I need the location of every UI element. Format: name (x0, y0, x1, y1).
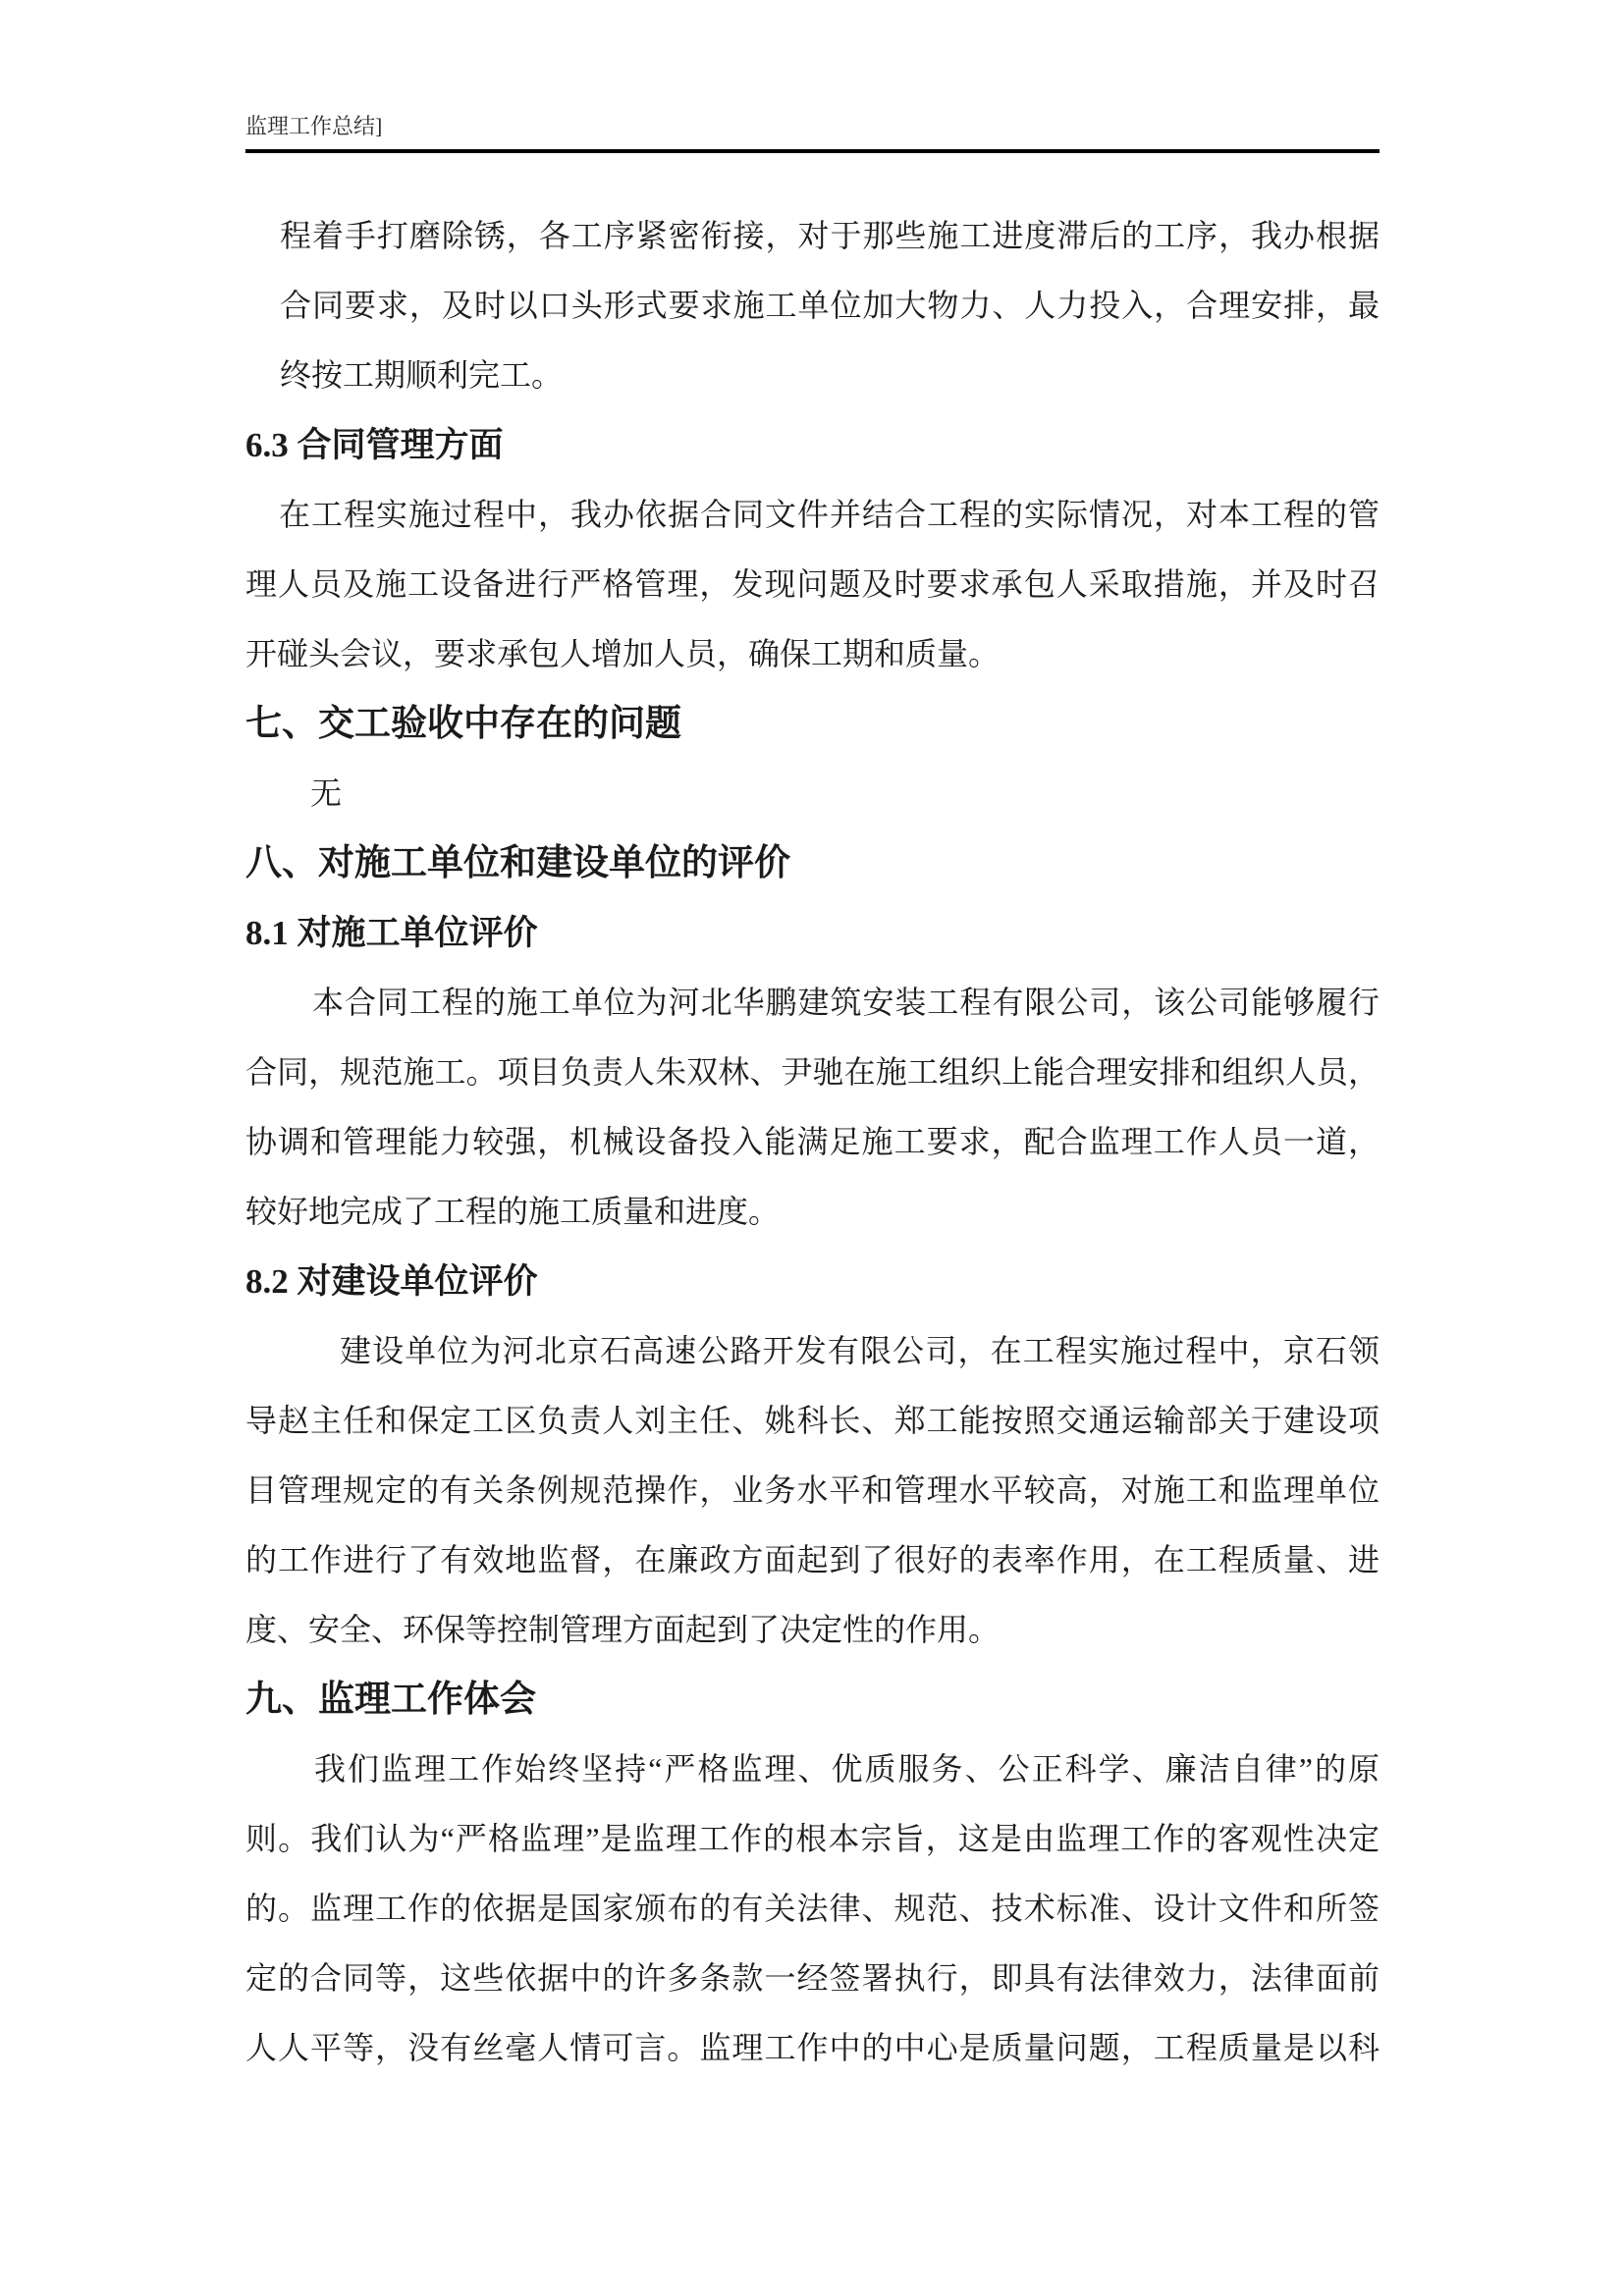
paragraph-line: 本合同工程的施工单位为河北华鹏建筑安装工程有限公司，该公司能够履行 (312, 985, 1380, 1020)
heading-8-1 (245, 898, 1380, 968)
paragraph-carryover-line: 程着手打磨除锈，各工序紧密衔接，对于那些施工进度滞后的工序，我办根据 (280, 218, 1380, 253)
heading-7-text: 七、交工验收中存在的问题 (245, 704, 681, 744)
heading-8 (245, 828, 1380, 898)
paragraph-line: 定的合同等，这些依据中的许多条款一经签署执行，即具有法律效力，法律面前 (245, 1960, 1380, 1996)
heading-9-text: 九、监理工作体会 (245, 1680, 536, 1720)
paragraph-line: 理人员及施工设备进行严格管理，发现问题及时要求承包人采取措施，并及时召 (245, 566, 1380, 602)
paragraph-line: 建设单位为河北京石高速公路开发有限公司，在工程实施过程中，京石领 (340, 1333, 1380, 1368)
paragraph-line: 度、安全、环保等控制管理方面起到了决定性的作用。 (245, 1612, 1001, 1647)
heading-8-2-text: 8.2 对建设单位评价 (245, 1262, 538, 1301)
paragraph-line: 目管理规定的有关条例规范操作，业务水平和管理水平较高，对施工和监理单位 (245, 1472, 1380, 1508)
paragraph-carryover-line: 合同要求，及时以口头形式要求施工单位加大物力、人力投入，合理安排，最 (280, 288, 1380, 323)
page-header (245, 112, 1380, 153)
paragraph-line: 协调和管理能力较强，机械设备投入能满足施工要求，配合监理工作人员一道， (245, 1124, 1380, 1159)
paragraph-none-text: 无 (310, 775, 343, 811)
paragraph-line: 人人平等，没有丝毫人情可言。监理工作中的中心是质量问题，工程质量是以科 (245, 2030, 1380, 2065)
heading-8-text: 八、对施工单位和建设单位的评价 (245, 843, 790, 883)
paragraph-line: 的。监理工作的依据是国家颁布的有关法律、规范、技术标准、设计文件和所签 (245, 1891, 1380, 1926)
paragraph-line: 我们监理工作始终坚持“严格监理、优质服务、公正科学、廉洁自律”的原 (314, 1751, 1380, 1787)
heading-6-3 (245, 410, 1380, 480)
heading-7 (245, 689, 1380, 759)
heading-8-2 (245, 1247, 1380, 1316)
paragraph-line: 在工程实施过程中，我办依据合同文件并结合工程的实际情况，对本工程的管 (279, 497, 1380, 532)
heading-8-1-text: 8.1 对施工单位评价 (245, 914, 538, 952)
paragraph-line: 导赵主任和保定工区负责人刘主任、姚科长、郑工能按照交通运输部关于建设项 (245, 1403, 1380, 1438)
paragraph-line: 的工作进行了有效地监督，在廉政方面起到了很好的表率作用，在工程质量、进 (245, 1542, 1380, 1577)
heading-9 (245, 1665, 1380, 1735)
header-title: 监理工作总结] (245, 114, 383, 138)
paragraph-line: 开碰头会议，要求承包人增加人员，确保工期和质量。 (245, 636, 1001, 671)
document-body (245, 201, 1380, 2083)
paragraph-carryover-line: 终按工期顺利完工。 (280, 357, 564, 393)
paragraph-line: 合同，规范施工。项目负责人朱双林、尹驰在施工组织上能合理安排和组织人员， (245, 1054, 1380, 1090)
paragraph-line: 较好地完成了工程的施工质量和进度。 (245, 1194, 781, 1229)
paragraph-line: 则。我们认为“严格监理”是监理工作的根本宗旨，这是由监理工作的客观性决定 (245, 1821, 1380, 1856)
heading-6-3-text: 6.3 合同管理方面 (245, 426, 504, 464)
